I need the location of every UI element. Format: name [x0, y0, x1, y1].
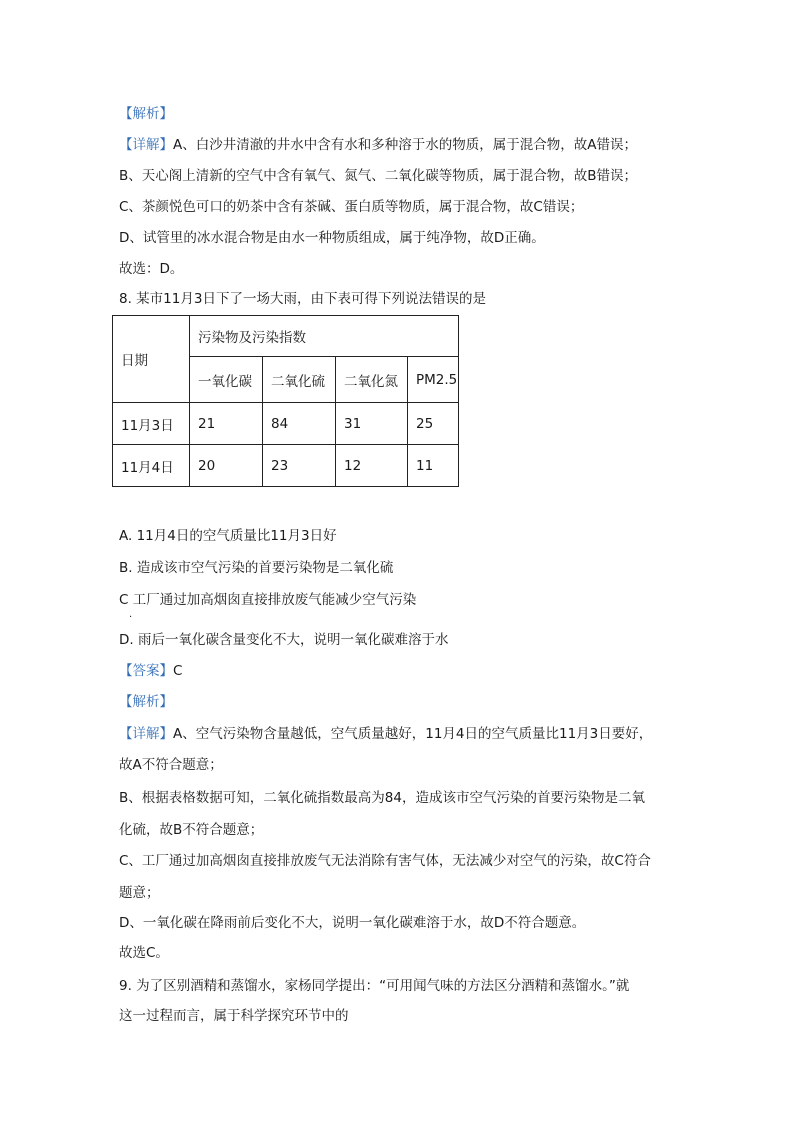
option-c-dot: .: [129, 609, 133, 620]
column-header: PM2.5: [408, 357, 459, 403]
answer-label: 【答案】: [119, 663, 173, 679]
option-b: B. 造成该市空气污染的首要污染物是二氧化硫: [119, 560, 394, 576]
column-header: 一氧化碳: [190, 357, 263, 403]
explanation-c-line2: 题意；: [119, 885, 160, 901]
explanation-c-line1: C、工厂通过加高烟囱直接排放废气无法消除有害气体，无法减少对空气的污染，故C符合: [119, 853, 651, 869]
question9-stem-line2: 这一过程而言，属于科学探究环节中的: [119, 1008, 349, 1024]
table-cell: 21: [190, 403, 263, 445]
analysis-heading: 【解析】: [119, 106, 173, 122]
table-cell: 12: [336, 445, 408, 487]
answer-value: C: [173, 663, 183, 679]
detail-label: 【详解】: [119, 726, 173, 742]
detail-line-b: B、天心阁上清新的空气中含有氧气、氮气、二氧化碳等物质，属于混合物，故B错误；: [119, 168, 638, 184]
detail-text-a: A、白沙井清澈的井水中含有水和多种溶于水的物质，属于混合物，故A错误；: [173, 137, 637, 153]
option-c: C 工厂通过加高烟囱直接排放废气能减少空气污染: [119, 592, 417, 608]
detail-label: 【详解】: [119, 137, 173, 153]
table-cell: 31: [336, 403, 408, 445]
detail-line-a: [119, 136, 637, 154]
option-a: A. 11月4日的空气质量比11月3日好: [119, 528, 337, 544]
answer-line: [119, 662, 182, 680]
choice-line: 故选C。: [119, 945, 169, 961]
table-cell: 25: [408, 403, 459, 445]
table-cell: 84: [263, 403, 336, 445]
table-row: [113, 445, 459, 487]
column-header: 二氧化氮: [336, 357, 408, 403]
explanation-a-line1: [119, 725, 652, 743]
table-header-row: [113, 316, 459, 357]
pollutant-group-header: 污染物及污染指数: [190, 316, 459, 357]
analysis-heading: 【解析】: [119, 694, 173, 710]
detail-line-d: D、试管里的冰水混合物是由水一种物质组成，属于纯净物，故D正确。: [119, 230, 545, 246]
question9-stem-line1: 9. 为了区别酒精和蒸馏水，家杨同学提出：“可用闻气味的方法区分酒精和蒸馏水。”就: [119, 978, 630, 994]
explanation-a-line2: 故A不符合题意；: [119, 757, 223, 773]
table-row: [113, 403, 459, 445]
table-cell: 23: [263, 445, 336, 487]
explanation-b-line1: B、根据表格数据可知，二氧化硫指数最高为84，造成该市空气污染的首要污染物是二氧: [119, 790, 645, 806]
choice-line: 故选：D。: [119, 261, 184, 277]
table-cell: 11: [408, 445, 459, 487]
question-stem: 8. 某市11月3日下了一场大雨，由下表可得下列说法错误的是: [119, 291, 486, 307]
row-date: 11月3日: [113, 403, 190, 445]
explanation-text-a: A、空气污染物含量越低，空气质量越好，11月4日的空气质量比11月3日要好，: [173, 726, 653, 742]
row-date: 11月4日: [113, 445, 190, 487]
column-header: 二氧化硫: [263, 357, 336, 403]
detail-line-c: C、茶颜悦色可口的奶茶中含有茶碱、蛋白质等物质，属于混合物，故C错误；: [119, 199, 584, 215]
pollution-table: [112, 315, 459, 487]
date-header: 日期: [113, 316, 190, 403]
option-d: D. 雨后一氧化碳含量变化不大，说明一氧化碳难溶于水: [119, 632, 449, 648]
table-cell: 20: [190, 445, 263, 487]
explanation-d-line: D、一氧化碳在降雨前后变化不大，说明一氧化碳难溶于水，故D不符合题意。: [119, 915, 586, 931]
explanation-b-line2: 化硫，故B不符合题意；: [119, 822, 264, 838]
